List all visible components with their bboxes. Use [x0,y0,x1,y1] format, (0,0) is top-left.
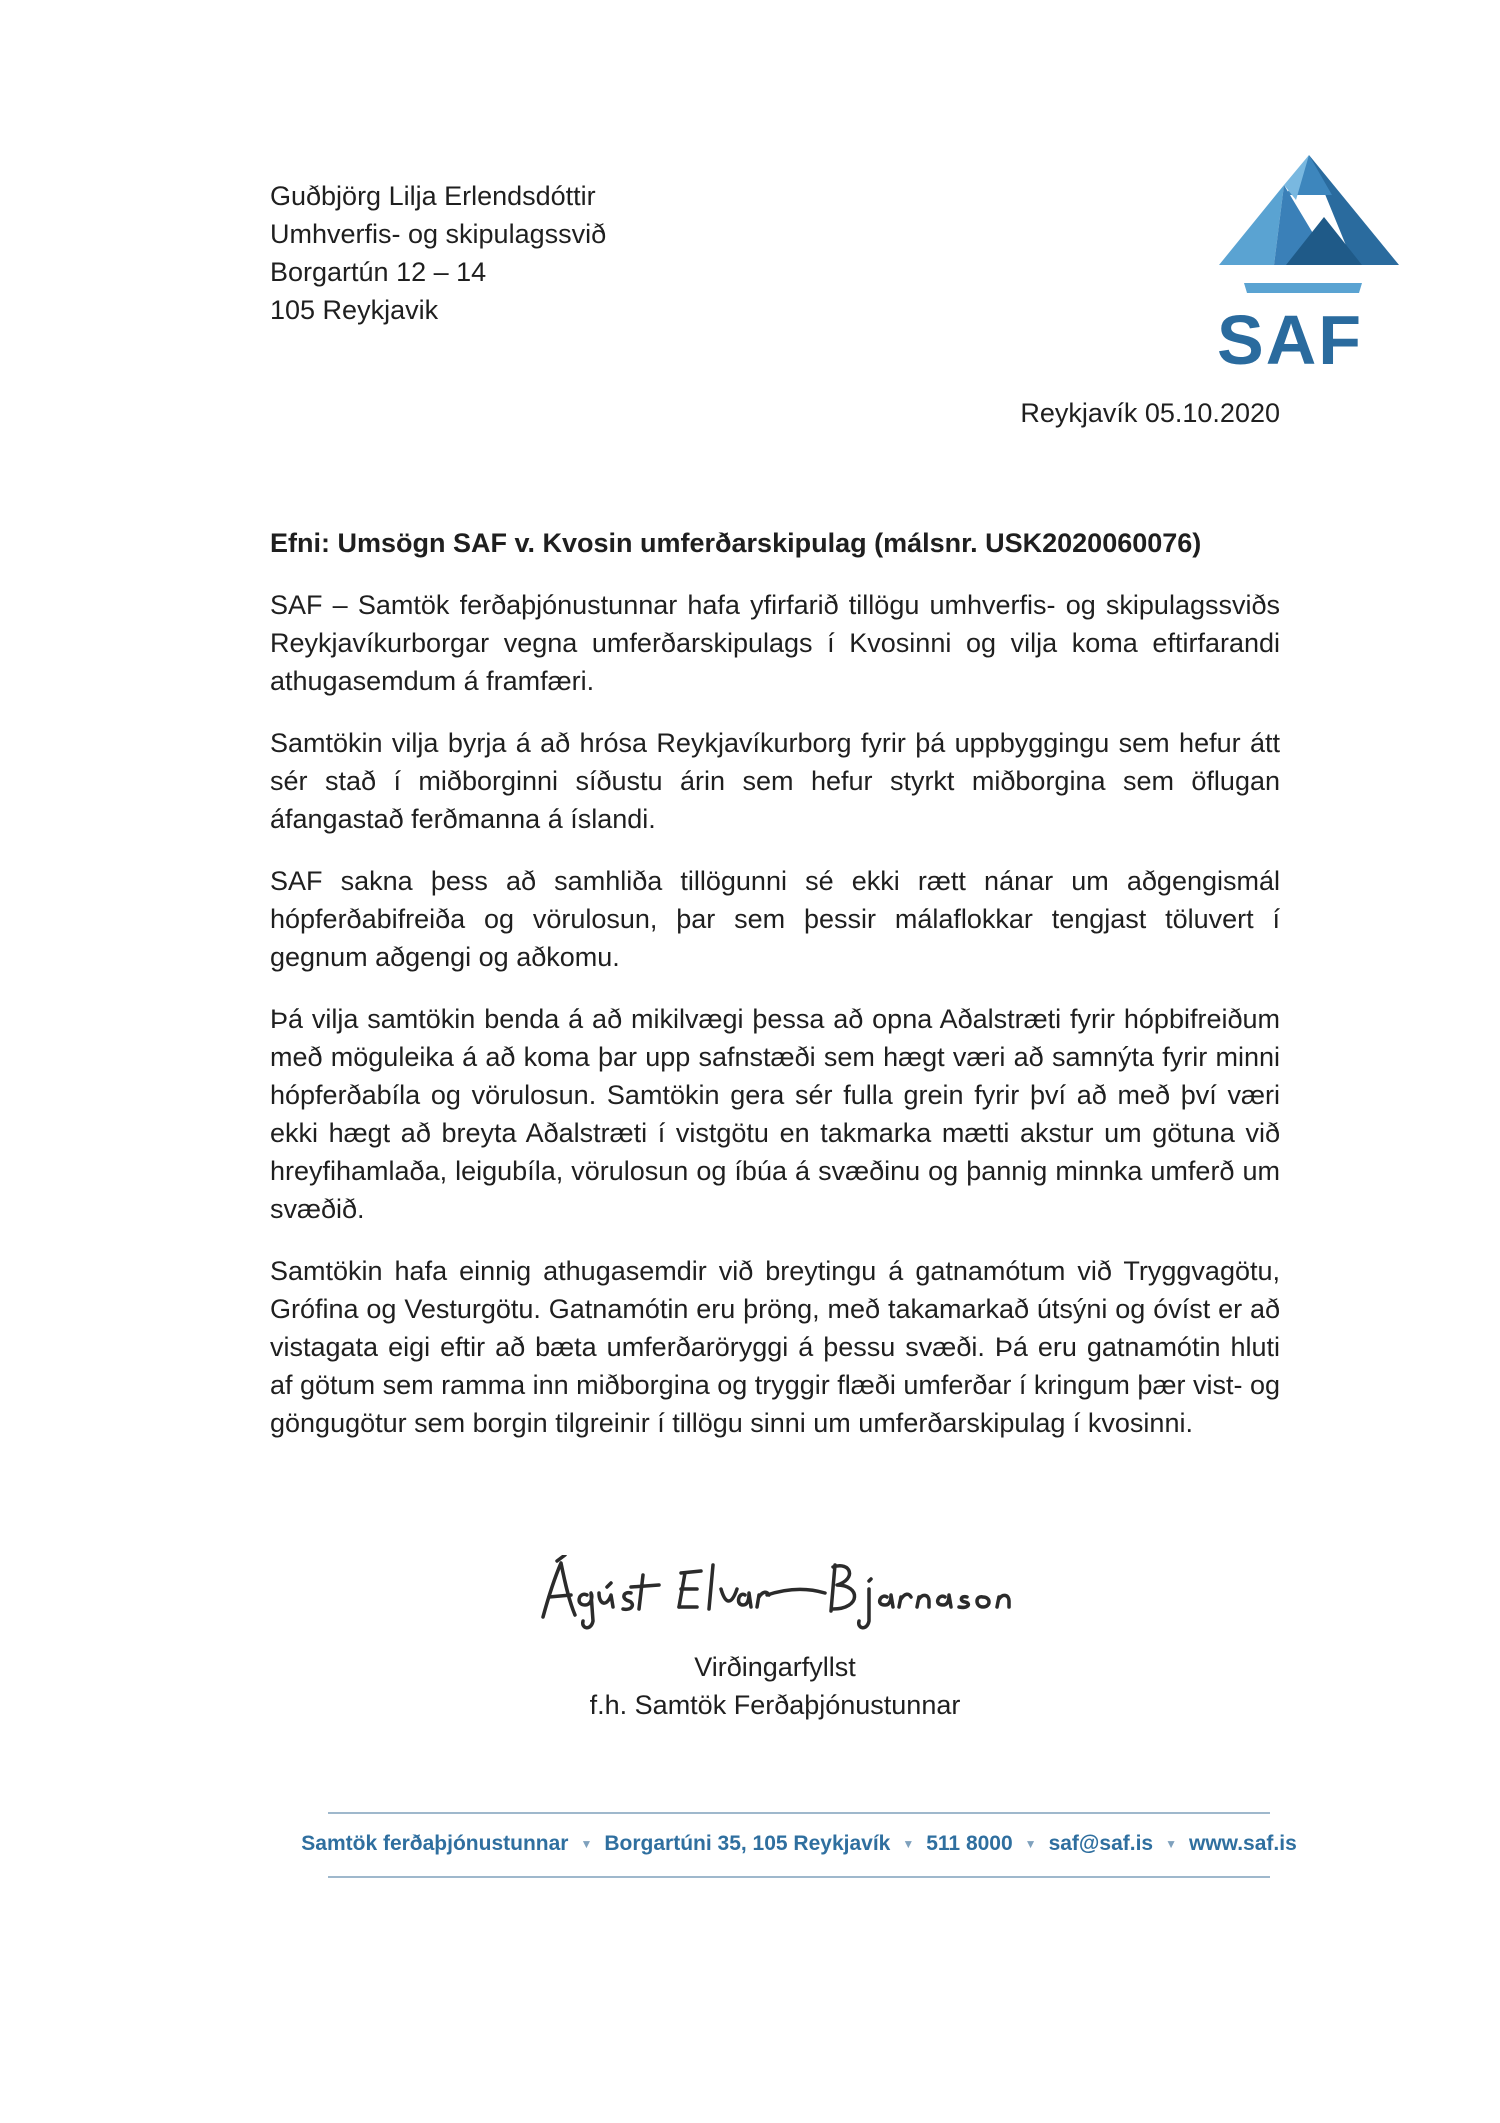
footer-phone: 511 8000 [926,1832,1013,1855]
triangle-separator-icon: ▼ [1165,1837,1177,1851]
footer-bottom-rule [328,1876,1270,1878]
footer-org: Samtök ferðaþjónustunnar [301,1832,569,1855]
logo-text: SAF [1217,301,1363,379]
paragraph: SAF sakna þess að samhliða tillögunni sé ekki rætt nánar um aðgengismál hópferðabifreiða og vörulosun, þar sem þessir málaflokkar tengjast töluvert í gegnum aðgengi og aðkomu. [270,866,1280,972]
saf-logo [1214,155,1399,379]
letter-date: Reykjavík 05.10.2020 [1020,398,1280,428]
handwritten-signature [535,1555,1015,1635]
recipient-city: 105 Reykjavik [270,295,439,325]
recipient-street: Borgartún 12 – 14 [270,257,487,287]
recipient-address [270,177,606,329]
paragraph: Þá vilja samtökin benda á að mikilvægi þessa að opna Aðalstræti fyrir hópbifreiðum með möguleika á að koma þar upp safnstæði sem hægt væri að samnýta fyrir minni hópferðabíla og vörulosun. Samtökin gera sér fulla grein fyrir því að með því væri ekki hægt að breyta Aðalstræti í vistgötu en takmarka mætti akstur um götuna við hreyfihamlaða, leigubíla, vörulosun og íbúa á svæðinu og þannig minnka umferð um svæðið. [270,1004,1280,1224]
footer-contact-line [301,1814,1297,1876]
footer [301,1812,1297,1878]
closing-regards: Virðingarfyllst [694,1652,856,1682]
recipient-name: Guðbjörg Lilja Erlendsdóttir [270,181,596,211]
letter-body [270,524,1280,1466]
triangle-separator-icon: ▼ [1024,1837,1037,1851]
footer-email[interactable]: saf@saf.is [1048,1832,1154,1855]
subject-line: Efni: Umsögn SAF v. Kvosin umferðarskipulag (málsnr. USK2020060076) [270,528,1202,558]
closing [530,1648,1020,1724]
footer-address: Borgartúni 35, 105 Reykjavík [604,1832,891,1855]
paragraph: Samtökin vilja byrja á að hrósa Reykjavíkurborg fyrir þá uppbyggingu sem hefur átt sér stað í miðborginni síðustu árin sem hefur styrkt miðborgina sem öflugan áfangastað ferðmanna á íslandi. [270,728,1280,834]
recipient-department: Umhverfis- og skipulagssvið [270,219,607,249]
paragraph: Samtökin hafa einnig athugasemdir við breytingu á gatnamótum við Tryggvagötu, Grófina og Vesturgötu. Gatnamótin eru þröng, með takamarkað útsýni og óvíst er að vistagata eigi eftir að bæta umferðaröryggi á þessu svæði. Þá eru gatnamótin hluti af götum sem ramma inn miðborgina og tryggir flæði umferðar í kringum þær vist- og göngugötur sem borgin tilgreinir í tillögu sinni um umferðarskipulag í kvosinni. [270,1256,1280,1438]
triangle-separator-icon: ▼ [580,1837,593,1851]
triangle-separator-icon: ▼ [902,1837,915,1851]
paragraph: SAF – Samtök ferðaþjónustunnar hafa yfirfarið tillögu umhverfis- og skipulagssviðs Reykjavíkurborgar vegna umferðarskipulags í Kvosinni og vilja koma eftirfarandi athugasemdum á framfæri. [270,590,1280,696]
mountain-logo-icon [1214,155,1399,305]
footer-website[interactable]: www.saf.is [1188,1832,1297,1855]
closing-on-behalf: f.h. Samtök Ferðaþjónustunnar [589,1690,961,1720]
